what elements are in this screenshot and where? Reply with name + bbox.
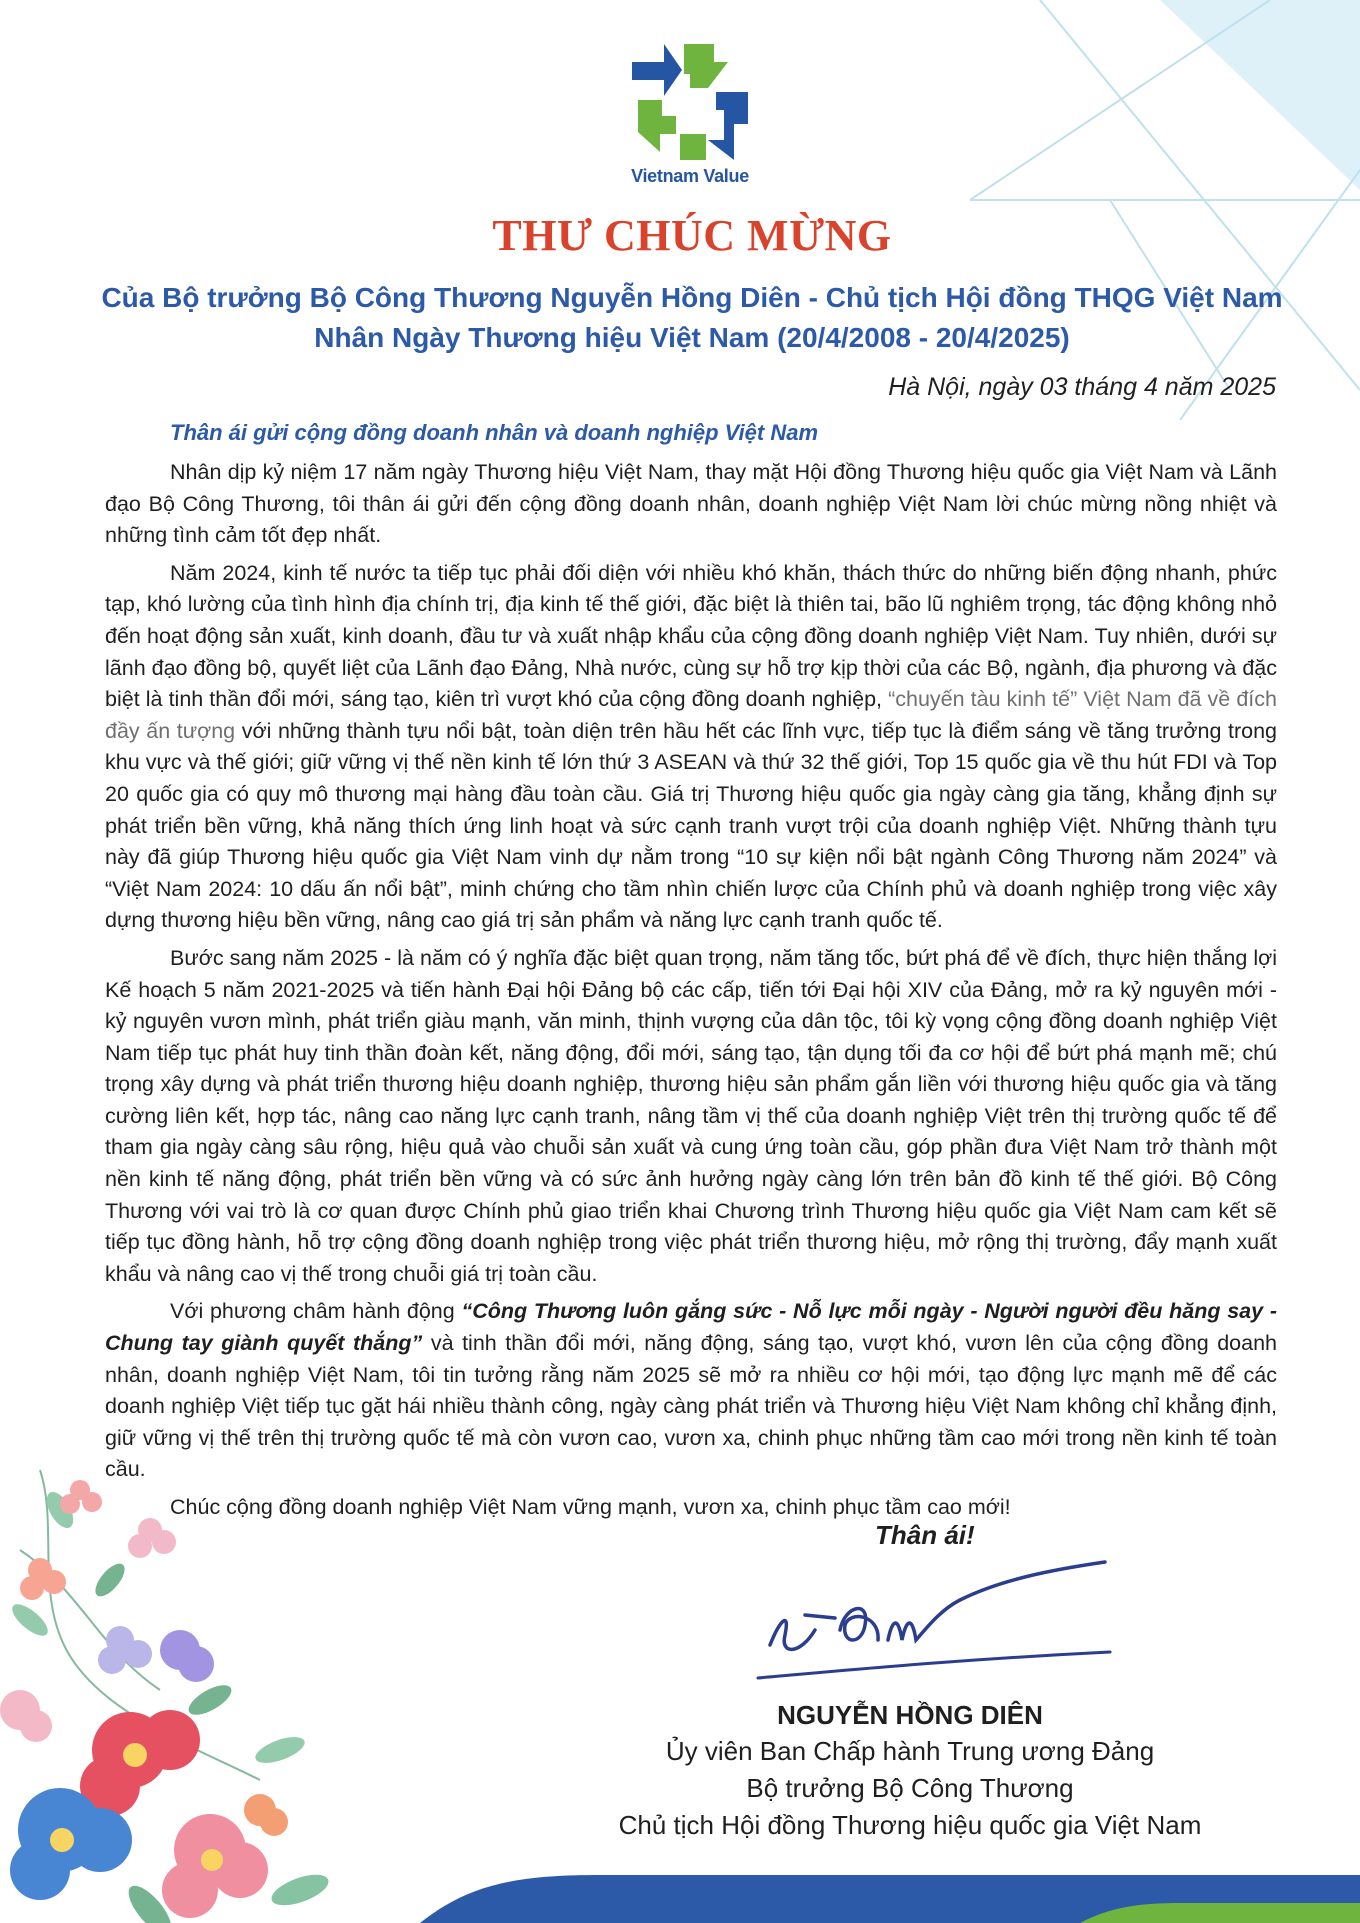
greeting: Thân ái gửi cộng đồng doanh nhân và doanh nghiệp Việt Nam xyxy=(170,420,819,445)
bottom-color-band xyxy=(0,1863,1360,1923)
flower-decoration xyxy=(0,1450,480,1923)
paragraph-1: Nhân dịp kỷ niệm 17 năm ngày Thương hiệu Việt Nam, thay mặt Hội đồng Thương hiệu quốc gia Việt Nam và Lãnh đạo Bộ Công Thương, tôi thân ái gửi đến cộng đồng doanh nhân, doanh nghiệp Việt Nam lời chúc mừng nồng nhiệt và những tình cảm tốt đẹp nhất. xyxy=(105,460,1277,548)
date-line: Hà Nội, ngày 03 tháng 4 năm 2025 xyxy=(888,373,1276,401)
paragraph-4-part-c: và tinh thần đổi mới, năng động, sáng tạo, vượt khó, vươn lên của cộng đồng doanh nhân, doanh nghiệp Việt Nam, tôi tin tưởng rằng năm 2025 sẽ mở ra nhiều cơ hội mới, tạo động lực mạnh mẽ để các doanh nghiệp Việt tiếp tục gặt hái nhiều thành công, ngày càng phát triển và Thương hiệu Việt Nam không chỉ khẳng định, giữ vững vị thế trên thị trường quốc tế mà còn vươn cao, vươn xa, chinh phục những tầm cao mới trong nền kinh tế toàn cầu. xyxy=(105,1331,1277,1482)
vietnam-value-logo-icon xyxy=(628,40,752,164)
letter-body xyxy=(105,457,1277,1530)
closing-phrase: Thân ái! xyxy=(875,1520,975,1550)
vietnam-value-logo xyxy=(620,40,760,187)
subtitle-line-1: Của Bộ trưởng Bộ Công Thương Nguyễn Hồng Diên - Chủ tịch Hội đồng THQG Việt Nam xyxy=(101,282,1283,313)
signer-role-3: Chủ tịch Hội đồng Thương hiệu quốc gia Việt Nam xyxy=(618,1810,1202,1840)
letter-title: THƯ CHÚC MỪNG xyxy=(492,211,892,260)
logo-text: Vietnam Value xyxy=(631,166,749,186)
signer-role-1: Ủy viên Ban Chấp hành Trung ương Đảng xyxy=(665,1736,1155,1766)
paragraph-2-part-c: với những thành tựu nổi bật, toàn diện trên hầu hết các lĩnh vực, tiếp tục là điểm sáng về tăng trưởng trong khu vực và thế giới; giữ vững vị thế nền kinh tế lớn thứ 3 ASEAN và thứ 32 thế giới, Top 15 quốc gia về thu hút FDI và Top 20 quốc gia có quy mô thương mại hàng đầu toàn cầu. Giá trị Thương hiệu quốc gia ngày càng gia tăng, khẳng định sự phát triển bền vững, khả năng thích ứng linh hoạt và sức cạnh tranh vượt trội của doanh nghiệp Việt. Những thành tựu này đã giúp Thương hiệu quốc gia Việt Nam vinh dự nằm trong “10 sự kiện nổi bật ngành Công Thương năm 2024” và “Việt Nam 2024: 10 dấu ấn nổi bật”, minh chứng cho tầm nhìn chiến lược của Chính phủ và doanh nghiệp trong việc xây dựng thương hiệu bền vững, nâng cao giá trị sản phẩm và năng lực cạnh tranh quốc tế. xyxy=(105,718,1278,933)
paragraph-3: Bước sang năm 2025 - là năm có ý nghĩa đặc biệt quan trọng, năm tăng tốc, bứt phá để về đích, thực hiện thắng lợi Kế hoạch 5 năm 2021-2025 và tiến hành Đại hội Đảng bộ các cấp, tiến tới Đại hội XIV của Đảng, mở ra kỷ nguyên mới - kỷ nguyên vươn mình, phát triển giàu mạnh, văn minh, thịnh vượng của dân tộc, tôi kỳ vọng cộng đồng doanh nghiệp Việt Nam tiếp tục phát huy tinh thần đoàn kết, năng động, đổi mới, sáng tạo, tận dụng tối đa cơ hội để bứt phá mạnh mẽ; chú trọng xây dựng và phát triển thương hiệu doanh nghiệp, thương hiệu sản phẩm gắn liền với thương hiệu quốc gia và tăng cường liên kết, hợp tác, nâng cao năng lực cạnh tranh, nâng tầm vị thế của doanh nghiệp Việt trên thị trường quốc tế để tham gia ngày càng sâu rộng, hiệu quả vào chuỗi sản xuất và cung ứng toàn cầu, góp phần đưa Việt Nam trở thành một nền kinh tế năng động, phát triển bền vững và có sức ảnh hưởng ngày càng lớn trên bản đồ kinh tế thế giới. Bộ Công Thương với vai trò là cơ quan được Chính phủ giao triển khai Chương trình Thương hiệu quốc gia Việt Nam cam kết sẽ tiếp tục đồng hành, hỗ trợ cộng đồng doanh nghiệp trong việc phát triển thương hiệu, mở rộng thị trường, đẩy mạnh xuất khẩu và nâng cao vị thế trong chuỗi giá trị toàn cầu. xyxy=(105,945,1277,1286)
signer-block xyxy=(580,1697,1240,1844)
paragraph-4-motto: “Công Thương luôn gắng sức - Nỗ lực mỗi ngày - Người người đều hăng say - Chung tay giành quyết thắng” xyxy=(105,1299,1277,1356)
signer-role-2: Bộ trưởng Bộ Công Thương xyxy=(746,1773,1074,1803)
paragraph-5: Chúc cộng đồng doanh nghiệp Việt Nam vững mạnh, vươn xa, chinh phục tầm cao mới! xyxy=(170,1495,1011,1519)
paragraph-2 xyxy=(105,558,1277,937)
subtitle-line-2: Nhân Ngày Thương hiệu Việt Nam (20/4/2008 - 20/4/2025) xyxy=(314,322,1070,353)
paragraph-2-highlight: “chuyến tàu kinh tế” Việt Nam đã về đích đầy ấn tượng xyxy=(105,687,1277,743)
paragraph-2-part-a: Năm 2024, kinh tế nước ta tiếp tục phải đối diện với nhiều khó khăn, thách thức do những biến động nhanh, phức tạp, khó lường của tình hình địa chính trị, địa kinh tế thế giới, đặc biệt là thiên tai, bão lũ nghiêm trọng, tác động không nhỏ đến hoạt động sản xuất, kinh doanh, đầu tư và xuất nhập khẩu của cộng đồng doanh nghiệp Việt Nam. Tuy nhiên, dưới sự lãnh đạo đồng bộ, quyết liệt của Lãnh đạo Đảng, Nhà nước, cùng sự hỗ trợ kịp thời của các Bộ, ngành, địa phương và đặc biệt là tinh thần đổi mới, sáng tạo, kiên trì vượt khó của cộng đồng doanh nghiệp, xyxy=(105,560,1277,712)
handwritten-signature xyxy=(750,1560,1120,1690)
letter-subtitle xyxy=(80,278,1304,358)
signer-name: NGUYỄN HỒNG DIÊN xyxy=(777,1700,1043,1730)
paragraph-4-part-a: Với phương châm hành động xyxy=(170,1299,462,1324)
